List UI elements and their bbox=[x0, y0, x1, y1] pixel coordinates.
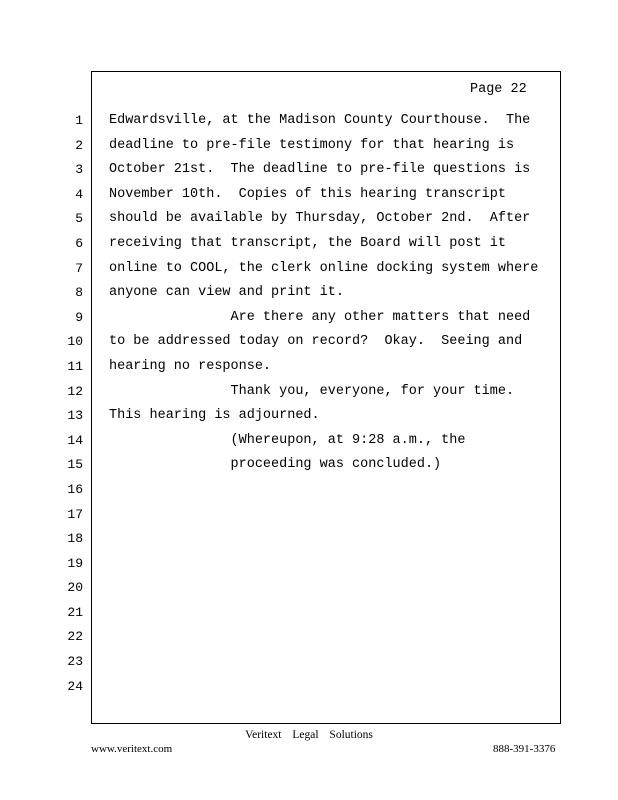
line-number: 11 bbox=[67, 358, 83, 374]
line-number-column bbox=[55, 113, 83, 703]
line-number: 13 bbox=[67, 408, 83, 424]
line-number: 24 bbox=[67, 678, 83, 694]
transcript-line: receiving that transcript, the Board will post it bbox=[109, 235, 506, 251]
transcript-line: deadline to pre-file testimony for that hearing is bbox=[109, 137, 515, 153]
transcript-line: Are there any other matters that need bbox=[109, 309, 531, 325]
line-number: 23 bbox=[67, 654, 83, 670]
line-number: 1 bbox=[75, 113, 83, 128]
line-number: 16 bbox=[67, 481, 83, 497]
transcript-line: proceeding was concluded.) bbox=[109, 457, 442, 473]
transcript-line bbox=[109, 556, 554, 581]
line-number: 19 bbox=[67, 555, 83, 571]
footer-phone: 888-391-3376 bbox=[493, 743, 556, 755]
line-number: 14 bbox=[67, 432, 83, 448]
line-number: 9 bbox=[75, 309, 83, 325]
transcript-body bbox=[109, 113, 554, 703]
transcript-line: to be addressed today on record? Okay. Seeing and bbox=[109, 334, 523, 350]
line-number: 7 bbox=[75, 260, 83, 276]
transcript-line bbox=[109, 580, 554, 605]
transcript-line: This hearing is adjourned. bbox=[109, 408, 320, 424]
line-number: 5 bbox=[75, 211, 83, 227]
line-number: 17 bbox=[67, 506, 83, 522]
transcript-line: hearing no response. bbox=[109, 358, 272, 374]
line-number: 15 bbox=[67, 457, 83, 473]
line-number: 20 bbox=[67, 580, 83, 596]
transcript-line bbox=[109, 507, 554, 532]
transcript-line: online to COOL, the clerk online docking system where bbox=[109, 260, 539, 276]
footer-company-name: Veritext Legal Solutions bbox=[245, 729, 373, 741]
line-number: 2 bbox=[75, 137, 83, 153]
line-number: 3 bbox=[75, 162, 83, 178]
transcript-line: Thank you, everyone, for your time. bbox=[109, 383, 515, 399]
transcript-line: (Whereupon, at 9:28 a.m., the bbox=[109, 432, 466, 448]
transcript-line bbox=[109, 629, 554, 654]
line-number: 18 bbox=[67, 531, 83, 547]
transcript-line bbox=[109, 531, 554, 556]
footer-website: www.veritext.com bbox=[91, 743, 173, 755]
transcript-line bbox=[109, 605, 554, 630]
transcript-line bbox=[109, 482, 554, 507]
transcript-line: October 21st. The deadline to pre-file questions is bbox=[109, 162, 531, 178]
line-number: 22 bbox=[67, 629, 83, 645]
line-number: 4 bbox=[75, 186, 83, 202]
transcript-line bbox=[109, 654, 554, 679]
transcript-line: should be available by Thursday, October 2nd. After bbox=[109, 211, 531, 227]
page-number: Page 22 bbox=[470, 82, 527, 97]
line-number: 21 bbox=[67, 604, 83, 620]
line-number: 10 bbox=[67, 334, 83, 350]
line-number: 6 bbox=[75, 235, 83, 251]
transcript-line bbox=[109, 679, 554, 704]
transcript-line: Edwardsville, at the Madison County Courthouse. The bbox=[109, 113, 531, 128]
line-number: 8 bbox=[75, 285, 83, 301]
transcript-line: November 10th. Copies of this hearing transcript bbox=[109, 186, 506, 202]
line-number: 12 bbox=[67, 383, 83, 399]
transcript-line: anyone can view and print it. bbox=[109, 285, 344, 301]
